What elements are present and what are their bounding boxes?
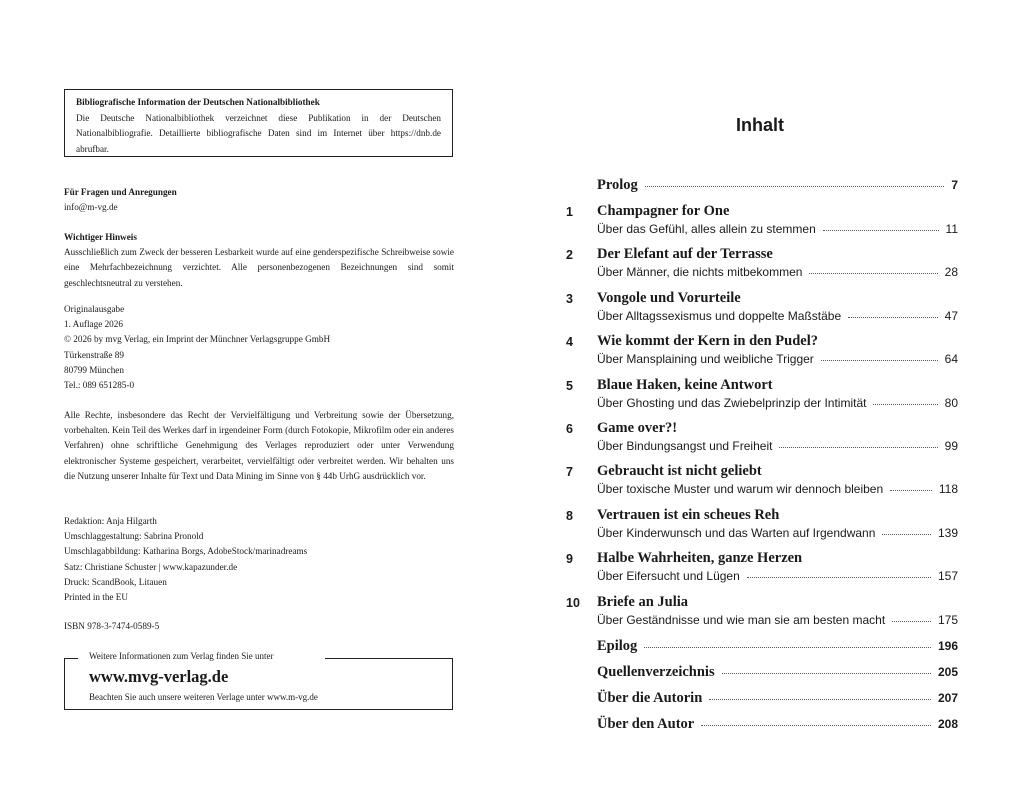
toc-page-number: 11 bbox=[945, 222, 958, 236]
chapter-subtitle: Über Mansplaining und weibliche Trigger bbox=[597, 352, 814, 366]
toc-entry-title: Epilog bbox=[597, 638, 638, 654]
toc-page-number: 80 bbox=[944, 396, 958, 410]
chapter-title: Gebraucht ist nicht geliebt bbox=[597, 463, 762, 479]
credit-line: Umschlaggestaltung: Sabrina Pronold bbox=[64, 531, 204, 542]
toc-page-number: 196 bbox=[937, 639, 958, 653]
chapter-number: 1 bbox=[566, 205, 573, 219]
chapter-title: Vongole und Vorurteile bbox=[597, 290, 741, 306]
toc-entry-line bbox=[597, 439, 958, 453]
chapter-number: 5 bbox=[566, 379, 573, 393]
notice-block bbox=[64, 230, 454, 291]
dot-leader bbox=[823, 230, 939, 231]
dot-leader bbox=[892, 621, 931, 622]
toc-page-number: 64 bbox=[944, 352, 958, 366]
dot-leader bbox=[747, 577, 931, 578]
chapter-subtitle: Über Alltagssexismus und doppelte Maßstäbe bbox=[597, 309, 842, 323]
contact-block bbox=[64, 185, 454, 215]
dot-leader bbox=[709, 699, 931, 700]
contact-title: Für Fragen und Anregungen bbox=[64, 187, 177, 197]
publisher-info-box bbox=[64, 651, 453, 710]
publisher-url[interactable]: www.mvg-verlag.de bbox=[89, 667, 229, 686]
toc-entry-line bbox=[597, 638, 958, 655]
chapter-title: Wie kommt der Kern in den Pudel? bbox=[597, 333, 818, 349]
edition-line: 80799 München bbox=[64, 364, 124, 375]
chapter-number: 3 bbox=[566, 292, 573, 306]
toc-entry-line bbox=[597, 664, 958, 681]
toc-page-number: 28 bbox=[944, 265, 958, 279]
toc-entry-title: Über den Autor bbox=[597, 716, 695, 732]
dot-leader bbox=[779, 447, 937, 448]
toc-entry-line bbox=[597, 526, 958, 540]
chapter-subtitle: Über Bindungsangst und Freiheit bbox=[597, 439, 773, 453]
dot-leader bbox=[722, 673, 931, 674]
chapter-title: Halbe Wahrheiten, ganze Herzen bbox=[597, 550, 803, 566]
credit-line: Druck: ScandBook, Litauen bbox=[64, 576, 167, 587]
toc-entry-line bbox=[597, 716, 958, 733]
dot-leader bbox=[882, 534, 931, 535]
chapter-subtitle: Über Männer, die nichts mitbekommen bbox=[597, 265, 803, 279]
credits-block bbox=[64, 514, 454, 605]
chapter-subtitle: Über Ghosting und das Zwiebelprinzip der Intimität bbox=[597, 396, 867, 410]
dot-leader bbox=[809, 273, 937, 274]
toc-entry-line bbox=[597, 177, 958, 194]
toc-entry-line bbox=[597, 309, 958, 323]
dot-leader bbox=[890, 490, 932, 491]
toc-entry-title: Prolog bbox=[597, 177, 638, 193]
chapter-number: 2 bbox=[566, 248, 573, 262]
toc-page-number: 139 bbox=[937, 526, 958, 540]
chapter-subtitle: Über das Gefühl, alles allein zu stemmen bbox=[597, 222, 816, 236]
biblio-title: Bibliografische Information der Deutschen Nationalbibliothek bbox=[76, 97, 320, 107]
toc-page-number: 175 bbox=[937, 613, 958, 627]
toc-page-number: 118 bbox=[938, 482, 958, 496]
edition-line: Originalausgabe bbox=[64, 304, 125, 314]
chapter-title: Blaue Haken, keine Antwort bbox=[597, 377, 773, 393]
toc-entry-title: Quellenverzeichnis bbox=[597, 664, 715, 680]
chapter-number: 9 bbox=[566, 552, 573, 566]
toc-entry-line bbox=[597, 482, 958, 496]
credit-line: Umschlagabbildung: Katharina Borgs, AdobeStock/marinadreams bbox=[64, 546, 308, 557]
toc-page-number: 7 bbox=[951, 178, 958, 192]
chapter-subtitle: Über toxische Muster und warum wir dennoch bleiben bbox=[597, 482, 884, 496]
toc-page-number: 47 bbox=[944, 309, 958, 323]
chapter-number: 8 bbox=[566, 509, 573, 523]
chapter-number: 10 bbox=[566, 596, 580, 610]
edition-block bbox=[64, 302, 454, 393]
chapter-number: 7 bbox=[566, 465, 573, 479]
toc-page-number: 205 bbox=[937, 665, 958, 679]
edition-line: Türkenstraße 89 bbox=[64, 349, 124, 360]
toc-entry-line bbox=[597, 690, 958, 707]
dot-leader bbox=[645, 186, 945, 187]
dot-leader bbox=[873, 404, 937, 405]
rights-text: Alle Rechte, insbesondere das Recht der Vervielfältigung und Verbreitung sowie der Übersetzung, vorbehalten. Kein Teil des Werkes darf in irgendeiner Form (durch Fotokopie, Mikrofilm oder ein anderes Verfahren) ohne schriftliche Genehmigung des Verlages reproduziert oder unter Verwendung elektronischer Systeme gespeichert, verarbeitet, vervielfältigt oder verbreitet werden. Wir behalten uns die Nutzung unserer Inhalte für Text und Data Mining im Sinne von § 44b UrhG ausdrücklich vor. bbox=[64, 410, 454, 481]
toc-entry-line bbox=[597, 396, 958, 410]
biblio-text: Die Deutsche Nationalbibliothek verzeichnet diese Publikation in der Deutschen Nationalbibliografie. Detaillierte bibliografische Daten sind im Internet über https://dnb.de abrufbar. bbox=[76, 112, 441, 154]
publisher-more-text: Beachten Sie auch unsere weiteren Verlage unter www.m-vg.de bbox=[89, 692, 318, 702]
chapter-subtitle: Über Kinderwunsch und das Warten auf Irgendwann bbox=[597, 526, 876, 540]
edition-line: 1. Auflage 2026 bbox=[64, 319, 123, 330]
box-border bbox=[325, 658, 453, 659]
dot-leader bbox=[821, 360, 938, 361]
toc-page-number: 208 bbox=[937, 717, 958, 731]
toc-entry-line bbox=[597, 352, 958, 366]
chapter-title: Vertrauen ist ein scheues Reh bbox=[597, 507, 780, 523]
chapter-title: Champagner for One bbox=[597, 203, 730, 219]
publisher-caption: Weitere Informationen zum Verlag finden Sie unter bbox=[89, 651, 274, 661]
toc-entry-title: Über die Autorin bbox=[597, 690, 703, 706]
chapter-title: Der Elefant auf der Terrasse bbox=[597, 246, 773, 262]
bibliographic-info-box bbox=[64, 89, 453, 157]
chapter-number: 6 bbox=[566, 422, 573, 436]
dot-leader bbox=[644, 647, 931, 648]
toc-entry-line bbox=[597, 222, 958, 236]
chapter-number: 4 bbox=[566, 335, 573, 349]
box-border bbox=[64, 658, 78, 659]
toc-entry-line bbox=[597, 613, 958, 627]
toc-title: Inhalt bbox=[736, 115, 784, 135]
credit-line: Printed in the EU bbox=[64, 592, 129, 603]
notice-text: Ausschließlich zum Zweck der besseren Lesbarkeit wurde auf eine genderspezifische Schreibweise sowie eine Mehrfachbezeichnung verzichtet. Alle personenbezogenen Bezeichnungen sind somit geschlechtsneutral zu verstehen. bbox=[64, 247, 454, 288]
toc-entry-line bbox=[597, 265, 958, 279]
toc-entry-line bbox=[597, 569, 958, 583]
toc-page-number: 157 bbox=[937, 569, 958, 583]
dot-leader bbox=[701, 725, 931, 726]
chapter-title: Briefe an Julia bbox=[597, 594, 689, 610]
edition-line: © 2026 by mvg Verlag, ein Imprint der Münchner Verlagsgruppe GmbH bbox=[64, 334, 331, 345]
contact-email[interactable]: info@m-vg.de bbox=[64, 202, 118, 213]
credit-line: Redaktion: Anja Hilgarth bbox=[64, 516, 157, 526]
edition-line: Tel.: 089 651285-0 bbox=[64, 380, 135, 391]
notice-title: Wichtiger Hinweis bbox=[64, 232, 137, 242]
toc-page-number: 207 bbox=[937, 691, 958, 705]
toc-page-number: 99 bbox=[944, 439, 958, 453]
chapter-subtitle: Über Geständnisse und wie man sie am besten macht bbox=[597, 613, 886, 627]
credit-line: Satz: Christiane Schuster | www.kapazunder.de bbox=[64, 561, 238, 572]
chapter-subtitle: Über Eifersucht und Lügen bbox=[597, 569, 740, 583]
dot-leader bbox=[848, 317, 938, 318]
chapter-title: Game over?! bbox=[597, 420, 678, 436]
isbn: ISBN 978-3-7474-0589-5 bbox=[64, 621, 160, 631]
